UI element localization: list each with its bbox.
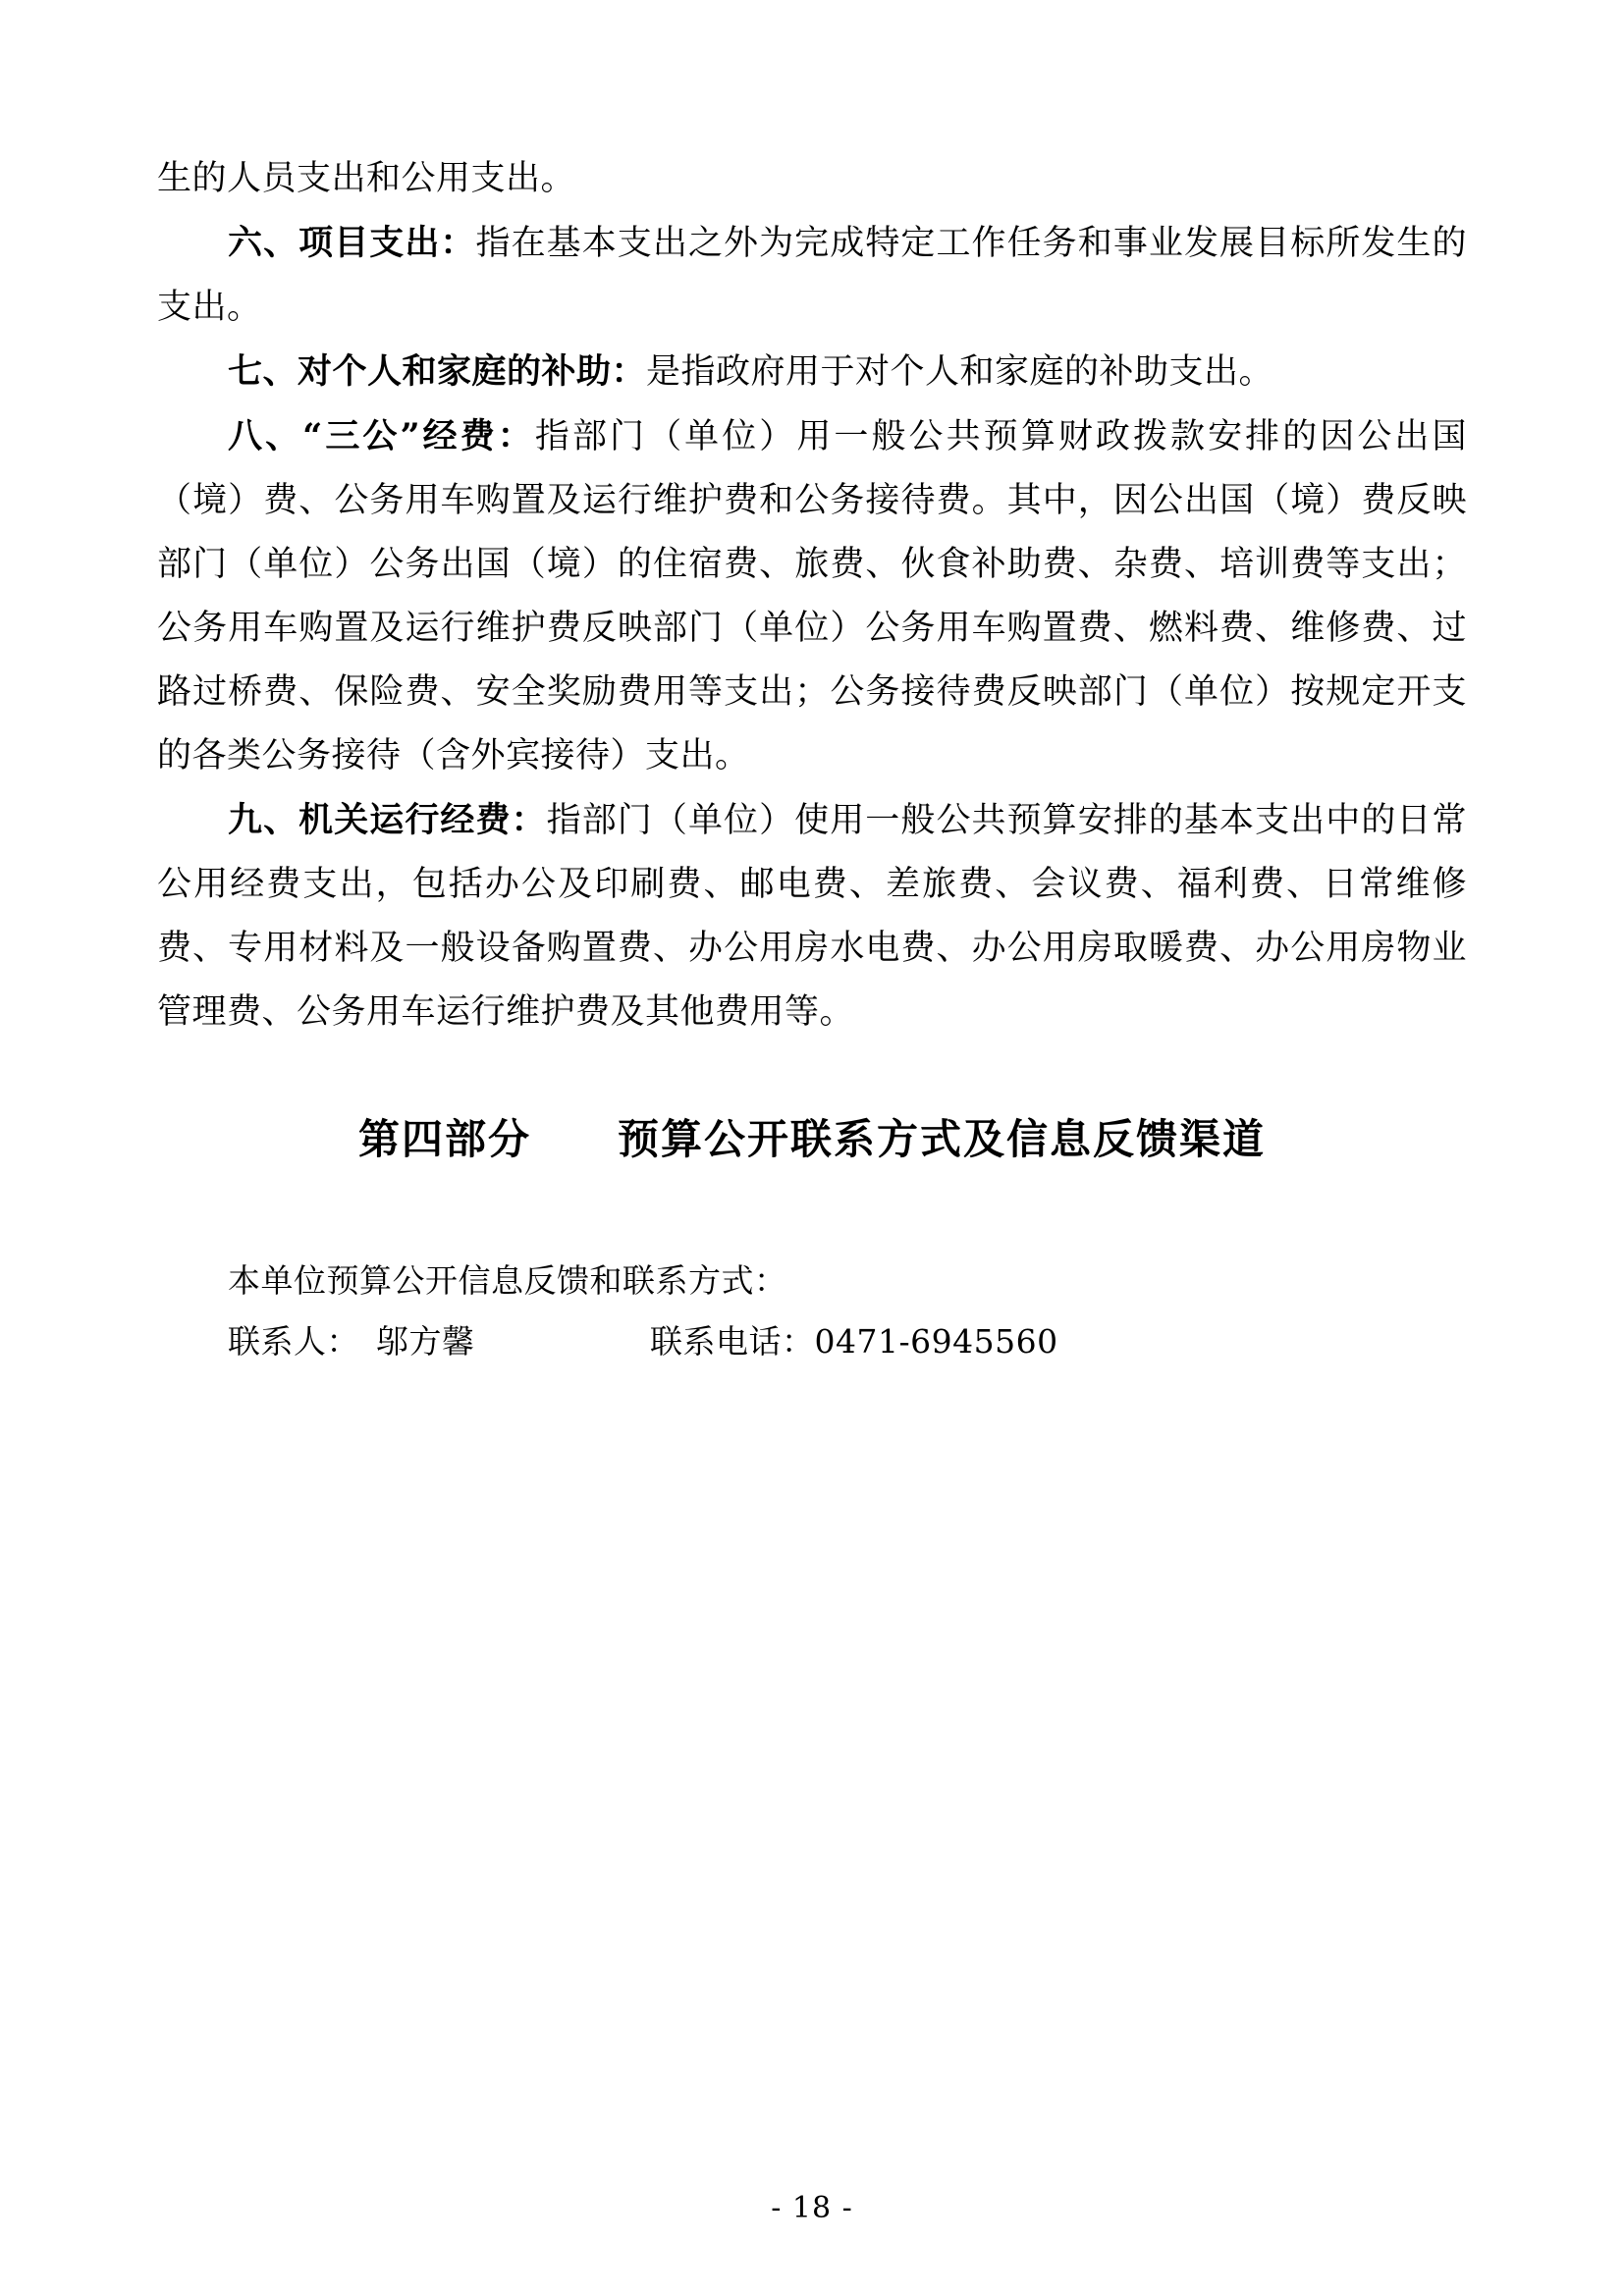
paragraph-item-nine [157, 788, 1467, 1044]
paragraph-lead: 六、项目支出： [228, 223, 476, 263]
contact-block [157, 1251, 1467, 1372]
contact-intro: 本单位预算公开信息反馈和联系方式： [228, 1261, 787, 1300]
paragraph-text: 生的人员支出和公用支出。 [157, 159, 576, 198]
paragraph-text: 指部门（单位）用一般公共预算财政拨款安排的因公出国（境）费、公务用车购置及运行维护费和公务接待费。其中，因公出国（境）费反映部门（单位）公务出国（境）的住宿费、旅费、伙食补助费、杂费、培训费等支出；公务用车购置及运行维护费反映部门（单位）公务用车购置费、燃料费、维修费、过路过桥费、保险费、安全奖励费用等支出；公务接待费反映部门（单位）按规定开支的各类公务接待（含外宾接待）支出。 [157, 417, 1467, 775]
contact-person: 联系人： 邬方馨 [228, 1322, 475, 1361]
page-number: - 18 - [771, 2191, 853, 2225]
paragraph-lead: 七、对个人和家庭的补助： [228, 351, 647, 392]
paragraph-text: 指部门（单位）使用一般公共预算安排的基本支出中的日常公用经费支出，包括办公及印刷费、邮电费、差旅费、会议费、福利费、日常维修费、专用材料及一般设备购置费、办公用房水电费、办公用房取暖费、办公用房物业管理费、公务用车运行维护费及其他费用等。 [157, 801, 1467, 1032]
contact-phone: 联系电话：0471-6945560 [650, 1322, 1058, 1361]
paragraph-item-six [157, 211, 1467, 340]
paragraph-item-seven [157, 340, 1467, 404]
paragraph-lead: 八、“三公”经费： [228, 416, 535, 456]
document-body [157, 147, 1467, 1372]
paragraph-lead: 九、机关运行经费： [228, 800, 547, 840]
paragraph-item-eight [157, 404, 1467, 788]
paragraph-text: 指在基本支出之外为完成特定工作任务和事业发展目标所发生的支出。 [157, 224, 1467, 327]
paragraph-text: 是指政府用于对个人和家庭的补助支出。 [646, 352, 1274, 392]
paragraph-continued [157, 147, 1467, 211]
section-heading: 第四部分 预算公开联系方式及信息反馈渠道 [357, 1115, 1266, 1163]
contact-details-row [157, 1311, 1467, 1372]
